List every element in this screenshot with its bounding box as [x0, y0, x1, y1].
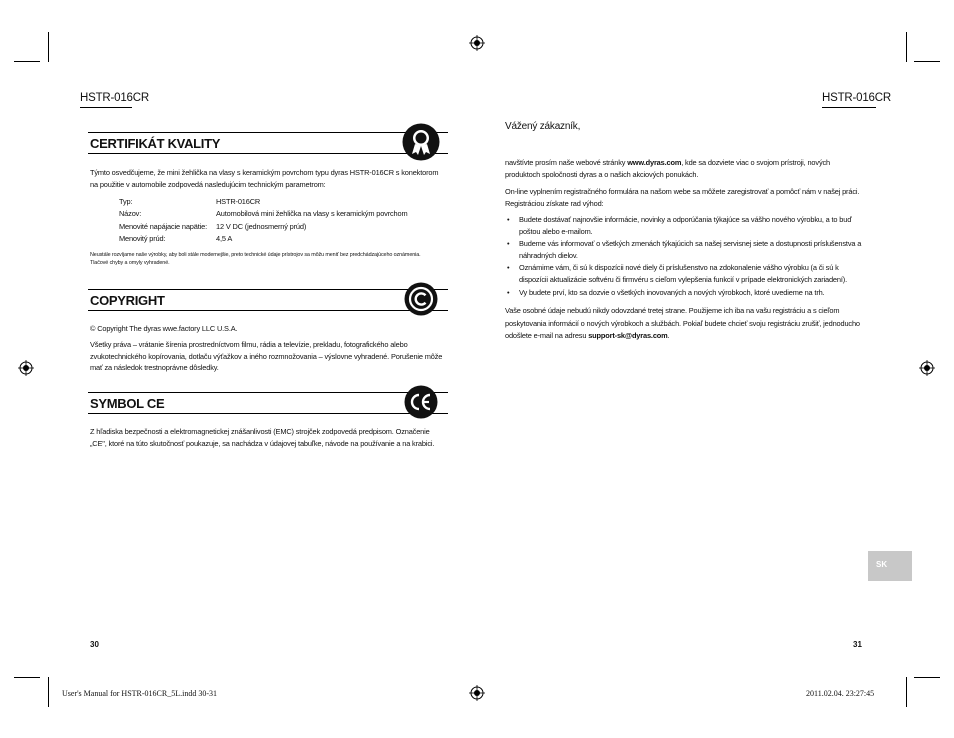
certificate-note: Neustále rozvíjame naše výrobky, aby boli stále modernejšie, preto technické údaje prístrojov sa môžu meniť bez predchádzajúceho oznámenia. Tlačové chyby a omyly vyhradené. [90, 252, 421, 267]
section-rule [88, 310, 448, 311]
section-rule [88, 392, 448, 393]
benefits-list [505, 214, 865, 299]
right-paragraph-3 [505, 305, 865, 343]
crop-mark [906, 32, 907, 62]
para1-prefix: navštívte prosím naše webové stránky [505, 158, 628, 167]
certificate-section-title: CERTIFIKÁT KVALITY [90, 136, 221, 151]
model-header-right: HSTR-016CR [822, 92, 891, 104]
spec-label: Názov: [119, 209, 142, 218]
para3-suffix: . [667, 331, 670, 341]
crop-mark [48, 32, 49, 62]
website-link[interactable]: www.dyras.com [627, 158, 682, 167]
greeting: Vážený zákazník, [505, 121, 581, 132]
ce-section-title: SYMBOL CE [90, 396, 165, 411]
copyright-body: Všetky práva – vrátanie šírenia prostredníctvom filmu, rádia a televízie, prekladu, fotografického alebo zvukotechnického kopírovania, dotlaču výťažkov a iného rozmnožovania – výslovne vyhradené. Porušenie môže mať za následok trestnoprávne dôsledky. [90, 340, 443, 373]
support-email-link[interactable]: support-sk@dyras.com [588, 331, 668, 341]
crop-mark [48, 677, 49, 707]
crop-mark [14, 677, 40, 678]
header-rule-left [80, 107, 132, 108]
spec-value: 4,5 A [216, 234, 233, 243]
registration-crosshair-icon [18, 360, 34, 376]
spec-value: 12 V DC (jednosmerný prúd) [216, 222, 307, 231]
list-item: • Budete dostávať najnovšie informácie, novinky a odporúčania týkajúce sa vášho nového výrobku, a to buď poštou alebo e-mailom. [505, 214, 865, 237]
para3-prefix: Vaše osobné údaje nebudú nikdy odovzdané tretej strane. Použijeme ich iba na vašu registráciu a s cieľom poskytovania informácií o nových výrobkoch a službách. Pokiaľ budete chcieť svoju registráciu zrušiť, jednoducho odošlete e-mail na adresu [505, 306, 860, 341]
registration-crosshair-icon [919, 360, 935, 376]
footer-filename: User's Manual for HSTR-016CR_5L.indd 30-31 [62, 689, 217, 698]
model-header-left: HSTR-016CR [80, 92, 149, 104]
section-rule [88, 413, 448, 414]
list-item: • Oznámime vám, či sú k dispozícii nové diely či príslušenstvo na zdokonalenie vášho výrobku (a či sú k dispozícii aktualizácie softvéru či firmvéru s cieľom vylepšenia funkcií v prípade elektronických zariadení). [505, 262, 865, 285]
crop-mark [914, 677, 940, 678]
list-item: • Vy budete prví, kto sa dozvie o všetkých inovovaných a nových výrobkoch, ktoré uvedieme na trh. [505, 287, 865, 299]
copyright-section-title: COPYRIGHT [90, 293, 165, 308]
ce-body: Z hľadiska bezpečnosti a elektromagnetickej znášanlivosti (EMC) strojček zodpovedá predpisom. Označenie „CE", ktoré na túto skutočnosť poukazuje, sa nachádza v údajovej tabuľke, návode na používanie a na krabici. [90, 427, 435, 448]
ce-mark-icon [404, 385, 438, 419]
right-paragraph-2: On-line vyplnením registračného formulára na našom webe sa môžete zaregistrovať a pomôcť nám v našej práci. Registráciou získate rad výhod: [505, 187, 860, 208]
registration-crosshair-icon [469, 685, 485, 701]
language-tab-label: SK [876, 560, 888, 569]
spec-label: Menovité napájacie napätie: [119, 222, 207, 231]
header-rule-right [822, 107, 876, 108]
footer-datetime: 2011.02.04. 23:27:45 [806, 689, 875, 698]
section-rule [88, 132, 448, 133]
list-item: • Budeme vás informovať o všetkých zmenách týkajúcich sa našej servisnej siete a dostupnosti príslušenstva a náhradných dielov. [505, 238, 865, 261]
crop-mark [906, 677, 907, 707]
section-rule [88, 289, 448, 290]
spec-value: Automobilová mini žehlička na vlasy s keramickým povrchom [216, 209, 408, 218]
page-number-right: 31 [853, 640, 862, 649]
copyright-icon [404, 282, 438, 316]
language-tab-sk [868, 551, 912, 581]
copyright-line: © Copyright The dyras wwe.factory LLC U.S.A. [90, 324, 238, 333]
spec-value: HSTR-016CR [216, 197, 261, 206]
spec-label: Typ: [119, 197, 133, 206]
right-paragraph-1 [505, 157, 865, 180]
registration-crosshair-icon [469, 35, 485, 51]
award-ribbon-icon [402, 123, 440, 161]
crop-mark [914, 61, 940, 62]
certificate-intro: Týmto osvedčujeme, že mini žehlička na vlasy s keramickým povrchom typu dyras HSTR-016CR s konektorom na použitie v automobile zodpovedá nasledujúcim technickým parametrom: [90, 168, 439, 189]
section-rule [88, 153, 448, 154]
para1-suffix: , kde sa dozviete viac o svojom prístroji, nových produktoch spoločnosti dyras a o našich akciových ponukách. [505, 158, 830, 179]
crop-mark [14, 61, 40, 62]
page-number-left: 30 [90, 640, 99, 649]
spec-label: Menovitý prúd: [119, 234, 166, 243]
